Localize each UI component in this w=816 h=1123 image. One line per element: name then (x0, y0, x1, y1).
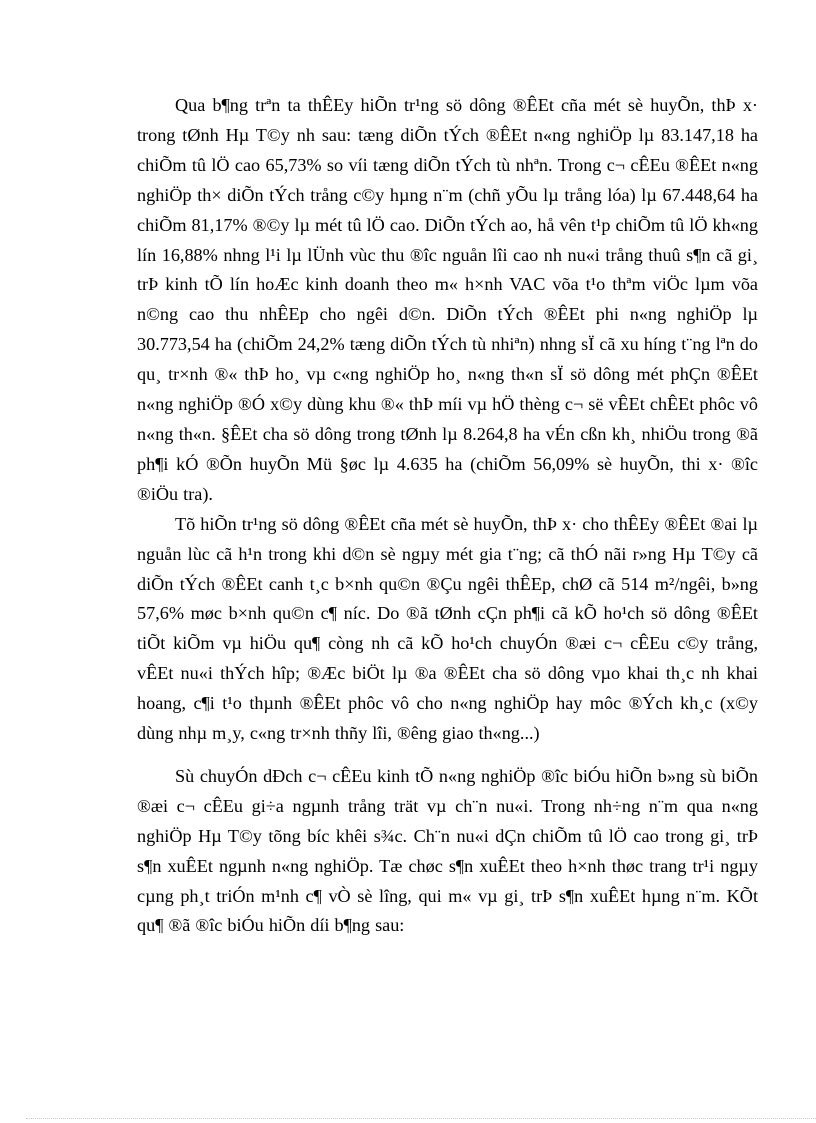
paragraph-land-resources: Tõ hiÕn tr¹ng sö dông ®ÊEt cña mét sè huyÕn, thÞ x· cho thÊEy ®ÊEt ®ai lµ nguån lùc cã h¹n trong khi d©n sè ngµy mét gia t¨ng; cã thÓ nãi r»ng Hµ T©y cã diÕn tÝch ®ÊEt canh t¸c b×nh qu©n ®Çu ngêi thÊEp, chØ cã 514 m²/ngêi, b»ng 57,6% møc b×nh qu©n c¶ níc. Do ®ã tØnh cÇn ph¶i cã kÕ ho¹ch sö dông ®ÊEt tiÕt kiÕm vµ hiÖu qu¶ còng nh cã kÕ ho¹ch chuyÓn ®æi c¬ cÊEu c©y trång, vÊEt nu«i thÝch hîp; ®Æc biÖt lµ ®a ®ÊEt cha sö dông vµo khai th¸c nh khai hoang, c¶i t¹o thµnh ®ÊEt phôc vô cho n«ng nghiÖp hay môc ®Ých kh¸c (x©y dùng nhµ m¸y, c«ng tr×nh thñy lîi, ®êng giao th«ng...) (137, 513, 758, 744)
paragraph-land-use-status: Qua b¶ng trªn ta thÊEy hiÕn tr¹ng sö dông ®ÊEt cña mét sè huyÕn, thÞ x· trong tØnh Hµ T©y nh sau: tæng diÕn tÝch ®ÊEt n«ng nghiÖp lµ 83.147,18 ha chiÕm tû lÖ cao 65,73% so víi tæng diÕn tÝch tù nhªn. Trong c¬ cÊEu ®ÊEt n«ng nghiÖp th× diÕn tÝch trång c©y hµng n¨m (chñ yÕu lµ trång lóa) lµ 67.448,64 ha chiÕm 81,17% ®©y lµ mét tû lÖ cao. DiÕn tÝch ao, hå vên t¹p chiÕm tû lÖ kh«ng lín 16,88% nhng l¹i lµ lÜnh vùc thu ®îc nguån lîi cao nh nu«i trång thuû s¶n cã gi¸ trÞ kinh tÕ lín hoÆc kinh doanh theo m« h×nh VAC võa t¹o thªm viÖc lµm võa n©ng cao thu nhÊEp cho ngêi d©n. DiÕn tÝch ®ÊEt phi n«ng nghiÖp lµ 30.773,54 ha (chiÕm 24,2% tæng diÕn tÝch tù nhiªn) nhng sÏ cã xu híng t¨ng lªn do qu¸ tr×nh ®« thÞ ho¸ vµ c«ng nghiÖp ho¸ n«ng th«n sÏ sö dông mét phÇn ®ÊEt n«ng nghiÖp ®Ó x©y dùng khu ®« thÞ míi vµ hÖ thèng c¬ së vÊEt chÊEt phôc vô n«ng th«n. §ÊEt cha sö dông trong tØnh lµ 8.264,8 ha vÉn cßn kh¸ nhiÖu trong ®ã ph¶i kÓ ®Õn huyÕn Mü §øc lµ 4.635 ha (chiÕm 56,09% sè huyÕn, thi x· ®îc ®iÖu tra). (137, 95, 758, 504)
document-body (137, 91, 758, 941)
paragraph-economic-structure: Sù chuyÓn dÐch c¬ cÊEu kinh tÕ n«ng nghiÖp ®îc biÓu hiÕn b»ng sù biÕn ®æi c¬ cÊEu gi÷a ngµnh trång trät vµ ch¨n nu«i. Trong nh÷ng n¨m qua n«ng nghiÖp Hµ T©y tõng bíc khêi s¾c. Ch¨n nu«i dÇn chiÕm tû lÖ cao trong gi¸ trÞ s¶n xuÊEt ngµnh n«ng nghiÖp. Tæ chøc s¶n xuÊEt theo h×nh thøc trang tr¹i ngµy cµng ph¸t triÓn m¹nh c¶ vÒ sè lîng, qui m« vµ gi¸ trÞ s¶n xuÊEt hµng n¨m. KÕt qu¶ ®ã ®îc biÓu hiÕn díi b¶ng sau: (137, 765, 758, 936)
page-bottom-divider (26, 1118, 816, 1119)
